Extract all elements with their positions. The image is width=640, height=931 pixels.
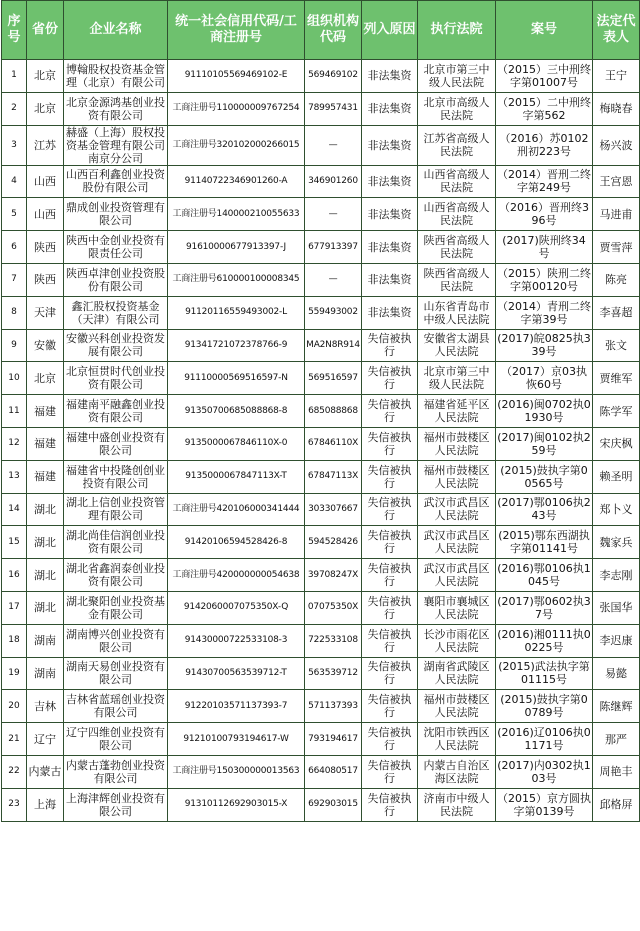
row-credit-code: 工商注册号140000210055633 [168, 198, 305, 231]
row-company-name: 湖北聚阳创业投资基金有限公司 [64, 591, 168, 624]
row-credit-code: 工商注册号150300000013563 [168, 755, 305, 788]
header-court: 执行法院 [418, 1, 496, 60]
row-legal-rep: 易懿 [593, 657, 640, 690]
row-reason: 非法集资 [362, 263, 418, 296]
row-reason: 失信被执行 [362, 460, 418, 493]
row-legal-rep: 陈继辉 [593, 690, 640, 723]
row-org-code: 692903015 [305, 788, 362, 821]
row-province: 北京 [27, 92, 64, 125]
row-company-name: 赫盛（上海）股权投资基金管理有限公司南京分公司 [64, 125, 168, 165]
row-org-code: — [305, 125, 362, 165]
row-org-code: 677913397 [305, 231, 362, 264]
row-court: 福州市鼓楼区人民法院 [418, 460, 496, 493]
row-case-number: (2015)武法执字第01115号 [496, 657, 593, 690]
row-province: 福建 [27, 460, 64, 493]
row-credit-code: 91420106594528426-8 [168, 526, 305, 559]
row-legal-rep: 马进甫 [593, 198, 640, 231]
row-court: 武汉市武昌区人民法院 [418, 559, 496, 592]
row-credit-code: 9142060007075350X-Q [168, 591, 305, 624]
row-org-code: — [305, 263, 362, 296]
row-company-name: 安徽兴科创业投资发展有限公司 [64, 329, 168, 362]
row-index: 21 [2, 723, 27, 756]
row-legal-rep: 李迟康 [593, 624, 640, 657]
row-index: 2 [2, 92, 27, 125]
row-case-number: (2016)鄂0106执1045号 [496, 559, 593, 592]
row-credit-code: 91140722346901260-A [168, 165, 305, 198]
row-company-name: 北京恒贯时代创业投资有限公司 [64, 362, 168, 395]
row-org-code: — [305, 198, 362, 231]
row-province: 山西 [27, 165, 64, 198]
row-index: 12 [2, 427, 27, 460]
row-org-code: 346901260 [305, 165, 362, 198]
row-legal-rep: 陈亮 [593, 263, 640, 296]
row-credit-code: 工商注册号320102000266015 [168, 125, 305, 165]
row-court: 安徽省太湖县人民法院 [418, 329, 496, 362]
row-credit-code: 91110105569469102-E [168, 60, 305, 93]
row-case-number: （2017）京03执恢60号 [496, 362, 593, 395]
row-legal-rep: 李喜超 [593, 296, 640, 329]
row-province: 辽宁 [27, 723, 64, 756]
row-reason: 失信被执行 [362, 624, 418, 657]
row-legal-rep: 贾维军 [593, 362, 640, 395]
row-legal-rep: 郑卜义 [593, 493, 640, 526]
row-org-code: 664080517 [305, 755, 362, 788]
header-index: 序号 [2, 1, 27, 60]
row-court: 武汉市武昌区人民法院 [418, 493, 496, 526]
row-province: 湖南 [27, 624, 64, 657]
row-org-code: 722533108 [305, 624, 362, 657]
row-case-number: (2016)闽0702执01930号 [496, 395, 593, 428]
row-case-number: (2017)陕刑终34号 [496, 231, 593, 264]
table-row [2, 60, 640, 93]
row-reason: 失信被执行 [362, 690, 418, 723]
row-case-number: （2014）晋刑二终字第249号 [496, 165, 593, 198]
row-case-number: （2015）京方圆执字第0139号 [496, 788, 593, 821]
row-legal-rep: 宋庆枫 [593, 427, 640, 460]
row-court: 内蒙古自治区海区法院 [418, 755, 496, 788]
row-court: 北京市高级人民法院 [418, 92, 496, 125]
row-company-name: 上海津辉创业投资有限公司 [64, 788, 168, 821]
row-company-name: 博翰股权投资基金管理（北京）有限公司 [64, 60, 168, 93]
row-court: 山西省高级人民法院 [418, 198, 496, 231]
row-province: 吉林 [27, 690, 64, 723]
row-reason: 非法集资 [362, 125, 418, 165]
row-org-code: 559493002 [305, 296, 362, 329]
row-legal-rep: 那严 [593, 723, 640, 756]
row-court: 福州市鼓楼区人民法院 [418, 427, 496, 460]
row-index: 15 [2, 526, 27, 559]
row-index: 17 [2, 591, 27, 624]
row-case-number: （2015）二中刑终字第562 [496, 92, 593, 125]
row-index: 7 [2, 263, 27, 296]
row-reason: 失信被执行 [362, 526, 418, 559]
row-province: 湖北 [27, 526, 64, 559]
row-province: 湖北 [27, 559, 64, 592]
header-province: 省份 [27, 1, 64, 60]
row-case-number: （2015）陕刑二终字第00120号 [496, 263, 593, 296]
row-org-code: 569516597 [305, 362, 362, 395]
row-org-code: 303307667 [305, 493, 362, 526]
table-row [2, 362, 640, 395]
row-company-name: 湖南天易创业投资有限公司 [64, 657, 168, 690]
table-row [2, 395, 640, 428]
table-row [2, 559, 640, 592]
row-court: 北京市第三中级人民法院 [418, 362, 496, 395]
row-reason: 失信被执行 [362, 329, 418, 362]
row-org-code: 07075350X [305, 591, 362, 624]
row-case-number: (2017)鄂0602执37号 [496, 591, 593, 624]
row-company-name: 山西百利鑫创业投资股份有限公司 [64, 165, 168, 198]
table-row [2, 723, 640, 756]
row-province: 天津 [27, 296, 64, 329]
table-row [2, 690, 640, 723]
row-reason: 非法集资 [362, 231, 418, 264]
row-org-code: 67846110X [305, 427, 362, 460]
row-org-code: MA2N8R914 [305, 329, 362, 362]
row-index: 23 [2, 788, 27, 821]
row-company-name: 陕西卓津创业投资股份有限公司 [64, 263, 168, 296]
row-province: 江苏 [27, 125, 64, 165]
table-body [2, 60, 640, 822]
row-company-name: 湖南博兴创业投资有限公司 [64, 624, 168, 657]
row-reason: 失信被执行 [362, 755, 418, 788]
row-index: 20 [2, 690, 27, 723]
row-org-code: 67847113X [305, 460, 362, 493]
row-company-name: 福建南平融鑫创业投资有限公司 [64, 395, 168, 428]
row-reason: 失信被执行 [362, 362, 418, 395]
row-court: 山西省高级人民法院 [418, 165, 496, 198]
row-legal-rep: 邱格屏 [593, 788, 640, 821]
row-company-name: 辽宁四维创业投资有限公司 [64, 723, 168, 756]
row-credit-code: 91430700563539712-T [168, 657, 305, 690]
table-row [2, 92, 640, 125]
table-row [2, 198, 640, 231]
row-credit-code: 工商注册号110000009767254 [168, 92, 305, 125]
table-row [2, 526, 640, 559]
row-company-name: 北京金源鸿基创业投资有限公司 [64, 92, 168, 125]
row-company-name: 内蒙古蓬勃创业投资有限公司 [64, 755, 168, 788]
header-legal-rep: 法定代表人 [593, 1, 640, 60]
header-reason: 列入原因 [362, 1, 418, 60]
row-reason: 失信被执行 [362, 395, 418, 428]
row-province: 上海 [27, 788, 64, 821]
table-row [2, 329, 640, 362]
row-court: 江苏省高级人民法院 [418, 125, 496, 165]
row-org-code: 793194617 [305, 723, 362, 756]
row-index: 11 [2, 395, 27, 428]
header-row [2, 1, 640, 60]
row-org-code: 569469102 [305, 60, 362, 93]
row-credit-code: 91610000677913397-J [168, 231, 305, 264]
row-legal-rep: 王宁 [593, 60, 640, 93]
table-row [2, 460, 640, 493]
row-legal-rep: 张国华 [593, 591, 640, 624]
row-index: 6 [2, 231, 27, 264]
row-case-number: (2017)闽0102执259号 [496, 427, 593, 460]
row-reason: 失信被执行 [362, 788, 418, 821]
row-credit-code: 9135000067846110X-0 [168, 427, 305, 460]
row-court: 沈阳市铁西区人民法院 [418, 723, 496, 756]
row-province: 陕西 [27, 231, 64, 264]
row-credit-code: 91120116559493002-L [168, 296, 305, 329]
row-index: 5 [2, 198, 27, 231]
row-index: 9 [2, 329, 27, 362]
row-court: 福建省延平区人民法院 [418, 395, 496, 428]
row-province: 湖北 [27, 591, 64, 624]
row-org-code: 685088868 [305, 395, 362, 428]
row-org-code: 563539712 [305, 657, 362, 690]
row-company-name: 鼎成创业投资管理有限公司 [64, 198, 168, 231]
row-court: 襄阳市襄城区人民法院 [418, 591, 496, 624]
row-company-name: 陕西中金创业投资有限责任公司 [64, 231, 168, 264]
row-case-number: （2015）三中刑终字第01007号 [496, 60, 593, 93]
header-company-name: 企业名称 [64, 1, 168, 60]
row-credit-code: 工商注册号420000000054638 [168, 559, 305, 592]
row-credit-code: 91310112692903015-X [168, 788, 305, 821]
table-row [2, 657, 640, 690]
row-legal-rep: 魏家兵 [593, 526, 640, 559]
row-company-name: 湖北上信创业投资管理有限公司 [64, 493, 168, 526]
row-credit-code: 工商注册号610000100008345 [168, 263, 305, 296]
row-index: 19 [2, 657, 27, 690]
row-court: 陕西省高级人民法院 [418, 263, 496, 296]
row-case-number: (2017)内0302执103号 [496, 755, 593, 788]
table-row [2, 493, 640, 526]
row-index: 18 [2, 624, 27, 657]
row-court: 湖南省武陵区人民法院 [418, 657, 496, 690]
table-row [2, 788, 640, 821]
row-reason: 失信被执行 [362, 427, 418, 460]
row-legal-rep: 周艳丰 [593, 755, 640, 788]
row-company-name: 湖北尚佳信润创业投资有限公司 [64, 526, 168, 559]
row-credit-code: 91210100793194617-W [168, 723, 305, 756]
table-row [2, 755, 640, 788]
row-company-name: 福建中盛创业投资有限公司 [64, 427, 168, 460]
row-index: 14 [2, 493, 27, 526]
header-credit-code: 统一社会信用代码/工商注册号 [168, 1, 305, 60]
row-org-code: 39708247X [305, 559, 362, 592]
row-case-number: (2016)湘0111执00225号 [496, 624, 593, 657]
row-index: 3 [2, 125, 27, 165]
row-legal-rep: 王宫恩 [593, 165, 640, 198]
row-case-number: (2017)鄂0106执243号 [496, 493, 593, 526]
row-index: 13 [2, 460, 27, 493]
row-company-name: 鑫汇股权投资基金（天津）有限公司 [64, 296, 168, 329]
row-reason: 失信被执行 [362, 493, 418, 526]
row-court: 济南市中级人民法院 [418, 788, 496, 821]
row-court: 长沙市雨花区人民法院 [418, 624, 496, 657]
row-province: 内蒙古 [27, 755, 64, 788]
row-case-number: (2015)鼓执字第00565号 [496, 460, 593, 493]
row-index: 8 [2, 296, 27, 329]
row-case-number: (2015)鼓执字第00789号 [496, 690, 593, 723]
row-province: 湖南 [27, 657, 64, 690]
row-credit-code: 91220103571137393-7 [168, 690, 305, 723]
row-credit-code: 91110000569516597-N [168, 362, 305, 395]
table-row [2, 165, 640, 198]
row-case-number: （2016）晋刑终396号 [496, 198, 593, 231]
row-province: 山西 [27, 198, 64, 231]
row-reason: 非法集资 [362, 92, 418, 125]
row-credit-code: 工商注册号420106000341444 [168, 493, 305, 526]
table-row [2, 624, 640, 657]
header-case-number: 案号 [496, 1, 593, 60]
row-province: 安徽 [27, 329, 64, 362]
row-company-name: 湖北省鑫润泰创业投资有限公司 [64, 559, 168, 592]
row-case-number: (2017)皖0825执339号 [496, 329, 593, 362]
row-case-number: （2016）苏0102刑初223号 [496, 125, 593, 165]
table-row [2, 231, 640, 264]
row-legal-rep: 赖圣明 [593, 460, 640, 493]
table-row [2, 125, 640, 165]
row-legal-rep: 杨兴波 [593, 125, 640, 165]
row-province: 福建 [27, 427, 64, 460]
row-credit-code: 9135000067847113X-T [168, 460, 305, 493]
table-row [2, 591, 640, 624]
row-reason: 非法集资 [362, 198, 418, 231]
row-index: 4 [2, 165, 27, 198]
row-province: 湖北 [27, 493, 64, 526]
row-org-code: 571137393 [305, 690, 362, 723]
row-province: 陕西 [27, 263, 64, 296]
row-province: 北京 [27, 362, 64, 395]
row-reason: 失信被执行 [362, 723, 418, 756]
row-court: 武汉市武昌区人民法院 [418, 526, 496, 559]
row-credit-code: 91350700685088868-8 [168, 395, 305, 428]
row-reason: 非法集资 [362, 165, 418, 198]
row-index: 16 [2, 559, 27, 592]
table-row [2, 427, 640, 460]
row-company-name: 福建省中投隆创创业投资有限公司 [64, 460, 168, 493]
row-legal-rep: 张文 [593, 329, 640, 362]
row-index: 10 [2, 362, 27, 395]
row-reason: 失信被执行 [362, 559, 418, 592]
row-court: 山东省青岛市中级人民法院 [418, 296, 496, 329]
row-company-name: 吉林省蓝瑶创业投资有限公司 [64, 690, 168, 723]
row-reason: 失信被执行 [362, 657, 418, 690]
enterprise-table [1, 0, 640, 822]
row-province: 福建 [27, 395, 64, 428]
row-court: 福州市鼓楼区人民法院 [418, 690, 496, 723]
row-case-number: （2014）青刑二终字第39号 [496, 296, 593, 329]
row-org-code: 594528426 [305, 526, 362, 559]
row-legal-rep: 陈学军 [593, 395, 640, 428]
table-row [2, 296, 640, 329]
row-legal-rep: 贾雪萍 [593, 231, 640, 264]
row-credit-code: 91430000722533108-3 [168, 624, 305, 657]
row-legal-rep: 李志刚 [593, 559, 640, 592]
row-reason: 失信被执行 [362, 591, 418, 624]
row-reason: 非法集资 [362, 60, 418, 93]
row-index: 1 [2, 60, 27, 93]
row-court: 北京市第三中级人民法院 [418, 60, 496, 93]
table-row [2, 263, 640, 296]
row-index: 22 [2, 755, 27, 788]
row-reason: 非法集资 [362, 296, 418, 329]
row-legal-rep: 梅晓春 [593, 92, 640, 125]
row-case-number: (2015)鄂东西湖执字第01141号 [496, 526, 593, 559]
header-org-code: 组织机构代码 [305, 1, 362, 60]
table-header [2, 1, 640, 60]
row-credit-code: 91341721072378766-9 [168, 329, 305, 362]
row-court: 陕西省高级人民法院 [418, 231, 496, 264]
row-case-number: (2016)辽0106执01171号 [496, 723, 593, 756]
row-province: 北京 [27, 60, 64, 93]
row-org-code: 789957431 [305, 92, 362, 125]
